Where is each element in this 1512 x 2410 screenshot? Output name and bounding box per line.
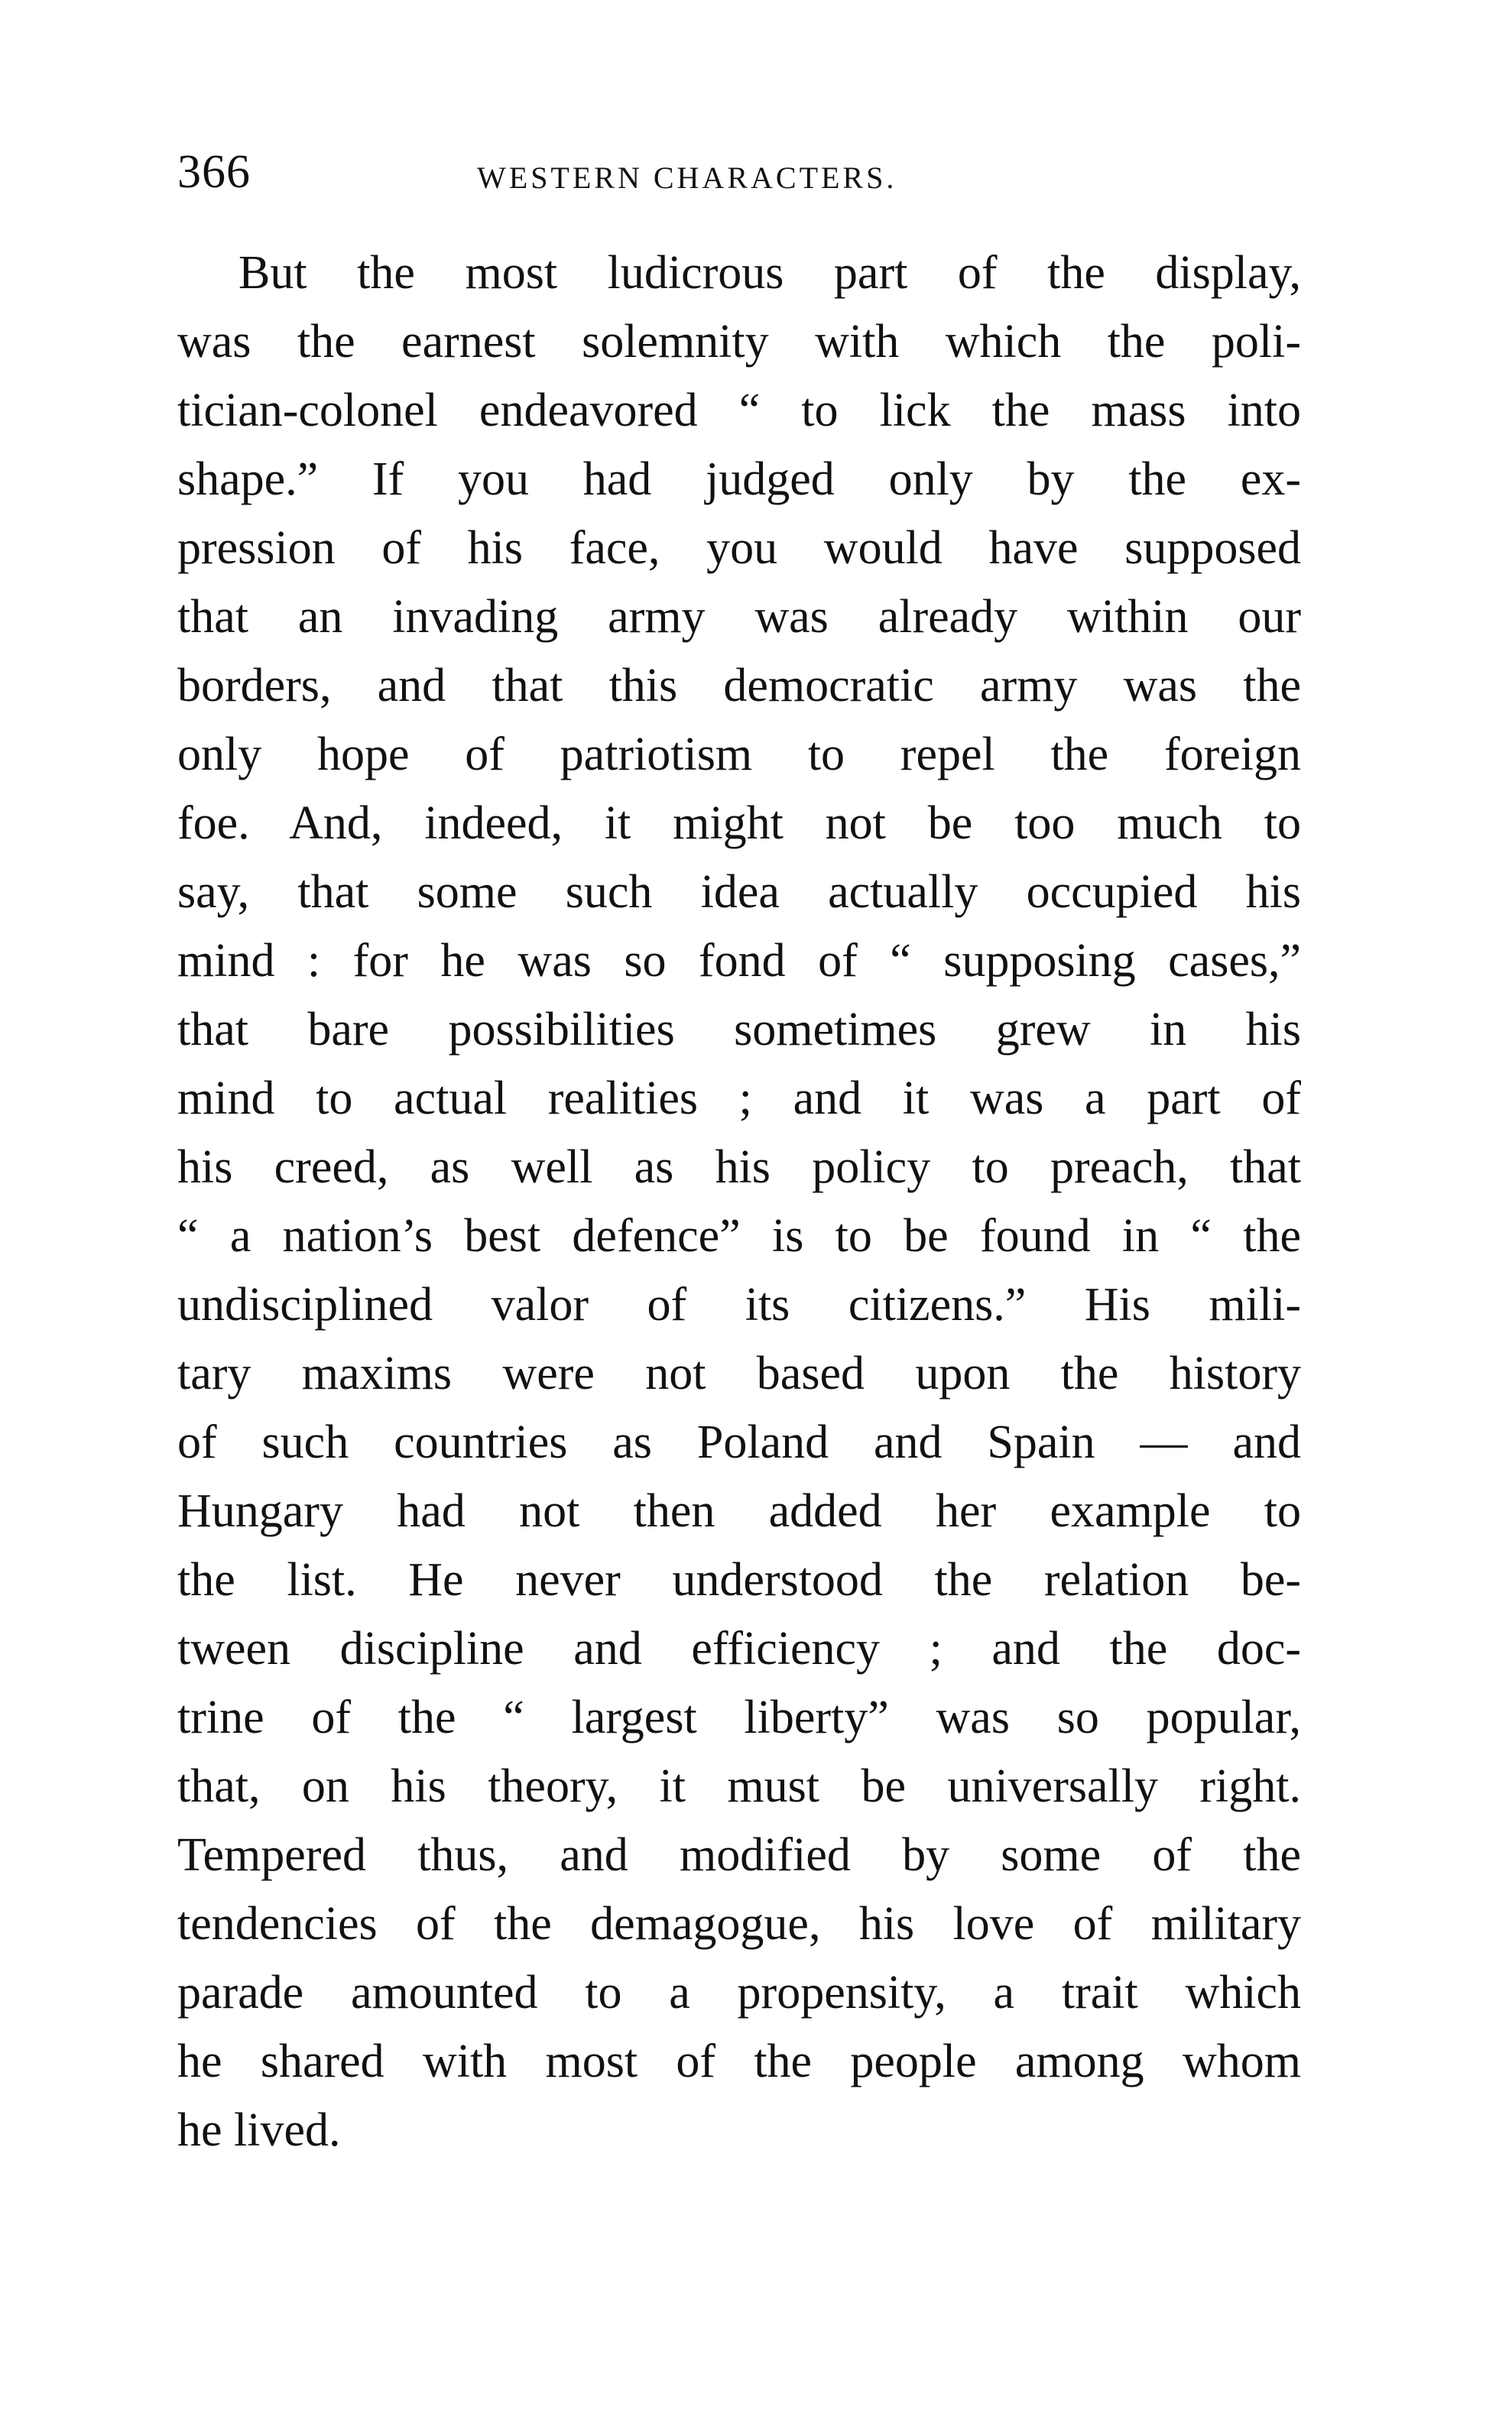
text-line: was the earnest solemnity with which the poli- <box>177 316 1301 368</box>
running-head <box>177 138 1309 206</box>
text-line: the list. He never understood the relation be- <box>177 1554 1301 1606</box>
text-line: only hope of patriotism to repel the foreign <box>177 728 1301 780</box>
text-line: say, that some such idea actually occupied his <box>177 866 1301 918</box>
text-line: mind : for he was so fond of “ supposing cases,” <box>177 935 1301 987</box>
text-line: tician-colonel endeavored “ to lick the mass into <box>177 384 1301 436</box>
text-line: tary maxims were not based upon the history <box>177 1348 1301 1400</box>
text-line: mind to actual realities ; and it was a part of <box>177 1072 1301 1124</box>
text-line: that an invading army was already within our <box>177 591 1301 643</box>
running-title: WESTERN CHARACTERS. <box>477 161 897 195</box>
text-line: Hungary had not then added her example to <box>177 1485 1301 1537</box>
text-line: tendencies of the demagogue, his love of military <box>177 1898 1301 1950</box>
text-line: he shared with most of the people among whom <box>177 2035 1301 2087</box>
text-line: trine of the “ largest liberty” was so popular, <box>177 1692 1301 1743</box>
text-line: borders, and that this democratic army was the <box>177 660 1301 712</box>
text-line: pression of his face, you would have supposed <box>177 522 1301 574</box>
text-line: his creed, as well as his policy to preach, that <box>177 1141 1301 1193</box>
text-line: shape.” If you had judged only by the ex- <box>177 453 1301 505</box>
body-paragraph <box>177 238 1301 2165</box>
text-line: undisciplined valor of its citizens.” His mili- <box>177 1279 1301 1331</box>
text-line: foe. And, indeed, it might not be too much to <box>177 797 1301 849</box>
text-line: parade amounted to a propensity, a trait which <box>177 1967 1301 2019</box>
text-line: he lived. <box>177 2104 341 2156</box>
text-line: “ a nation’s best defence” is to be found in “ the <box>177 1210 1301 1262</box>
text-line: Tempered thus, and modified by some of the <box>177 1829 1301 1881</box>
page-number: 366 <box>177 146 251 198</box>
text-line: that, on his theory, it must be universally right. <box>177 1760 1301 1812</box>
text-line: that bare possibilities sometimes grew in his <box>177 1004 1301 1056</box>
text-line: But the most ludicrous part of the display, <box>238 247 1301 299</box>
text-line: tween discipline and efficiency ; and the doc- <box>177 1623 1301 1675</box>
text-line: of such countries as Poland and Spain — and <box>177 1416 1301 1468</box>
